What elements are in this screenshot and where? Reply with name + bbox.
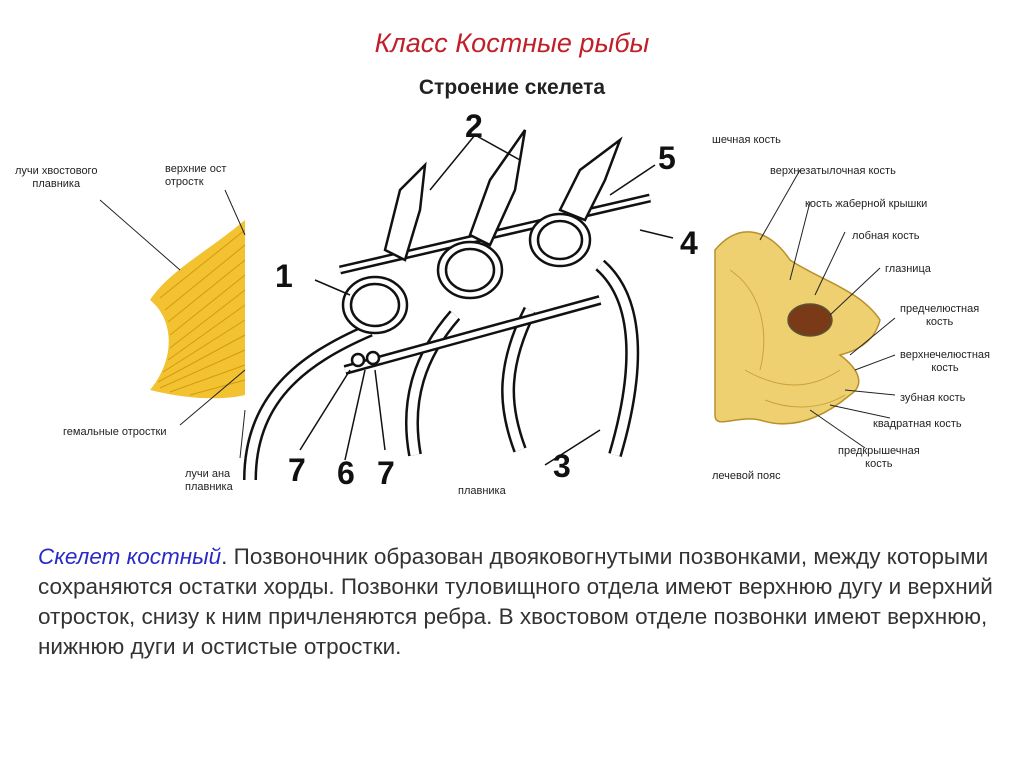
label-dentary: зубная кость	[900, 392, 966, 404]
skull-drawing	[715, 170, 895, 448]
description-lead: Скелет костный	[38, 544, 222, 569]
label-quadrate: квадратная кость	[873, 418, 962, 430]
label-tail-fin-rays: лучи хвостового плавника	[15, 165, 98, 190]
number-6: 6	[337, 455, 355, 491]
label-orbit: глазница	[885, 263, 931, 275]
number-2: 2	[465, 108, 483, 144]
tail-fin-drawing	[100, 190, 245, 458]
number-1: 1	[275, 258, 293, 294]
label-supraoccipital: верхнезатылочная кость	[770, 165, 896, 177]
figure-title: Строение скелета	[418, 76, 606, 99]
number-5: 5	[658, 140, 676, 176]
label-shoulder-bone: шечная кость	[712, 134, 781, 146]
label-frontal: лобная кость	[852, 230, 920, 242]
slide-title: Класс Костные рыбы	[374, 28, 650, 58]
skeleton-illustration	[0, 70, 1024, 510]
number-3: 3	[553, 448, 571, 484]
label-shoulder-girdle: лечевой пояс	[712, 470, 781, 482]
label-maxillary: верхнечелюстная кость	[900, 349, 990, 374]
number-7-right: 7	[377, 455, 395, 491]
description-body: . Позвоночник образован двояковогнутыми позвонками, между которыми сохраняются остатки хорды. Позвонки туловищного отдела имеют верхнюю дугу и верхний отросток, снизу к ним причленяются ребра. В хвостовом отделе позвонки имеют верхнюю, нижнюю дуги и остистые отростки.	[38, 544, 993, 659]
number-7-left: 7	[288, 452, 306, 488]
label-center-bottom: плавника	[458, 485, 506, 497]
vertebrae-drawing	[250, 130, 673, 480]
description-paragraph	[38, 542, 998, 662]
label-premaxillary: предчелюстная кость	[900, 303, 980, 328]
skeleton-figure	[0, 70, 1024, 510]
label-anal-fin-rays: лучи ана плавника	[185, 468, 233, 493]
number-4: 4	[680, 225, 698, 261]
label-upper-processes: верхние ост отростк	[165, 163, 227, 188]
label-hemal-processes: гемальные отростки	[63, 426, 167, 438]
label-preopercular: предкрышечная кость	[838, 445, 920, 470]
label-opercular: кость жаберной крышки	[805, 198, 928, 210]
